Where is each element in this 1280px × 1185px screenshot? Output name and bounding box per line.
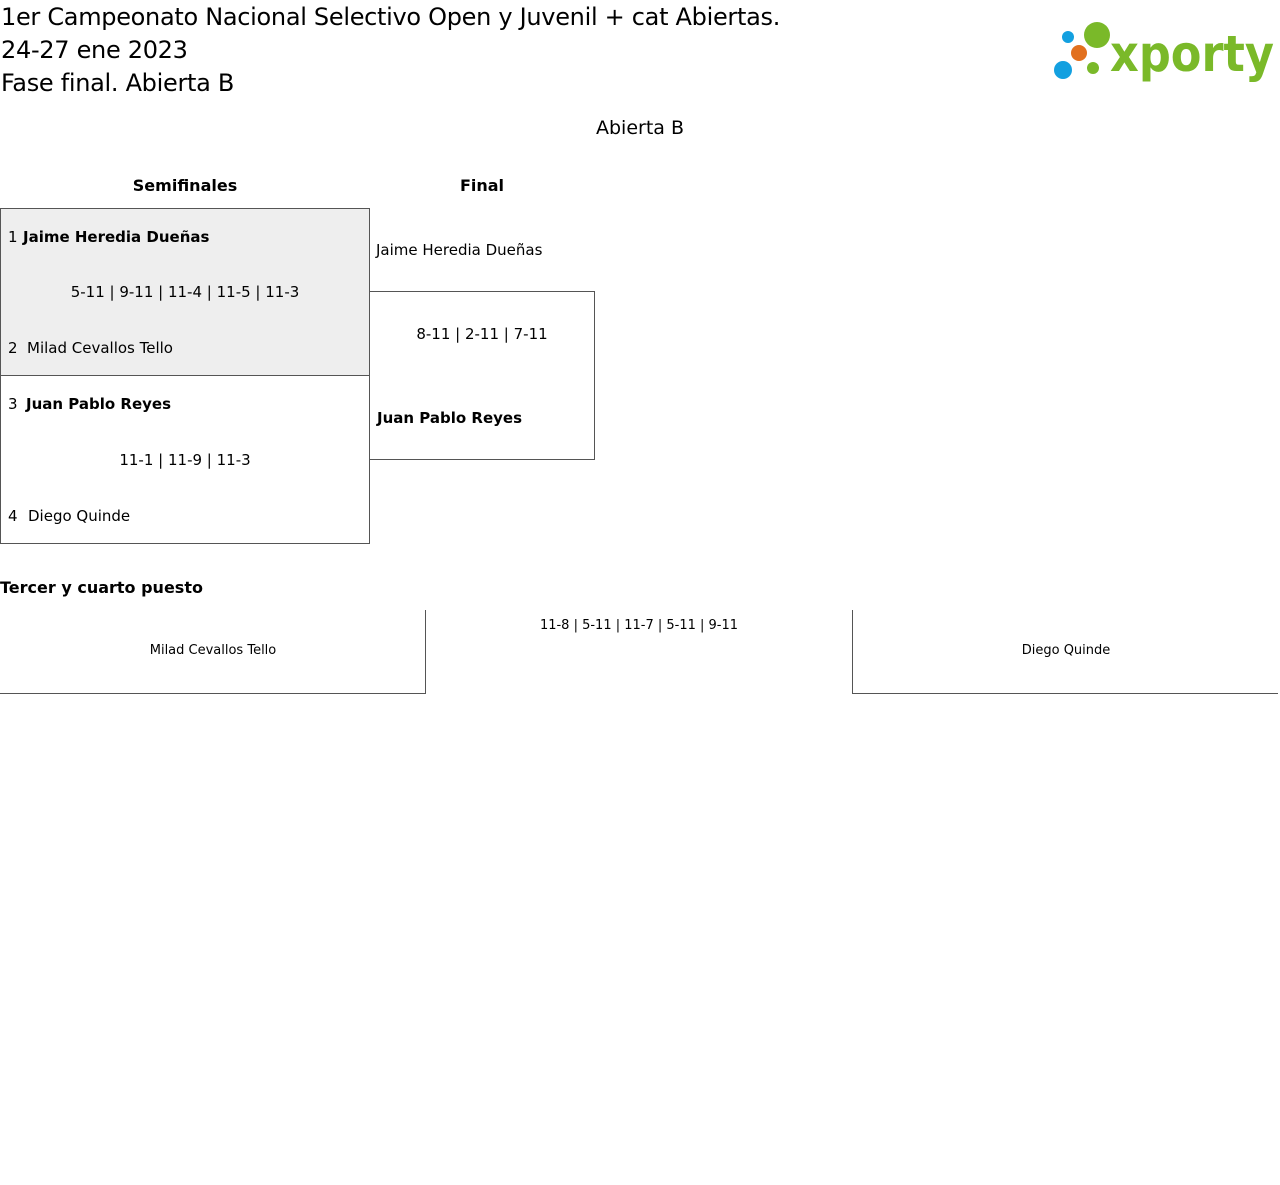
match-score: 5-11 | 9-11 | 11-4 | 11-5 | 11-3 [70,283,300,301]
tournament-title: 1er Campeonato Nacional Selectivo Open y Juvenil + cat Abiertas. [1,3,781,31]
logo-dot-blue-small [1062,31,1074,43]
final-player-top: Jaime Heredia Dueñas [376,241,543,259]
xporty-logo [1050,18,1276,84]
third-place-score-cell [426,610,852,694]
semifinals-header: Semifinales [132,176,238,195]
logo-text: xporty [1110,25,1274,83]
phase-title: Fase final. Abierta B [1,69,235,97]
final-winner-name: Juan Pablo Reyes [377,409,523,427]
third-place-score: 11-8 | 5-11 | 11-7 | 5-11 | 9-11 [539,618,739,633]
seed-number: 2 [8,339,18,357]
final-match [369,291,595,460]
seed-number: 4 [8,507,18,525]
semifinal-match-1 [0,208,370,376]
seed-number: 3 [8,395,18,413]
logo-dot-orange [1071,45,1087,61]
tournament-dates: 24-27 ene 2023 [1,36,188,64]
third-place-player-1 [0,610,426,694]
match-score: 11-1 | 11-9 | 11-3 [119,451,251,469]
third-place-player-2 [852,610,1278,694]
player-name: Milad Cevallos Tello [27,339,173,357]
final-header: Final [459,176,505,195]
player-name: Milad Cevallos Tello [149,643,277,658]
seed-number: 1 [8,228,18,246]
semifinal-match-2 [0,375,370,544]
player-name: Diego Quinde [1021,643,1111,658]
category-title: Abierta B [595,117,684,139]
logo-dot-green-large [1084,22,1110,48]
logo-dot-blue-large [1054,61,1072,79]
third-place-header: Tercer y cuarto puesto [0,578,203,597]
logo-dot-green-small [1087,62,1099,74]
final-score: 8-11 | 2-11 | 7-11 [416,325,548,343]
winner-player-name: Jaime Heredia Dueñas [23,228,210,246]
winner-player-name: Juan Pablo Reyes [26,395,172,413]
player-name: Diego Quinde [28,507,131,525]
